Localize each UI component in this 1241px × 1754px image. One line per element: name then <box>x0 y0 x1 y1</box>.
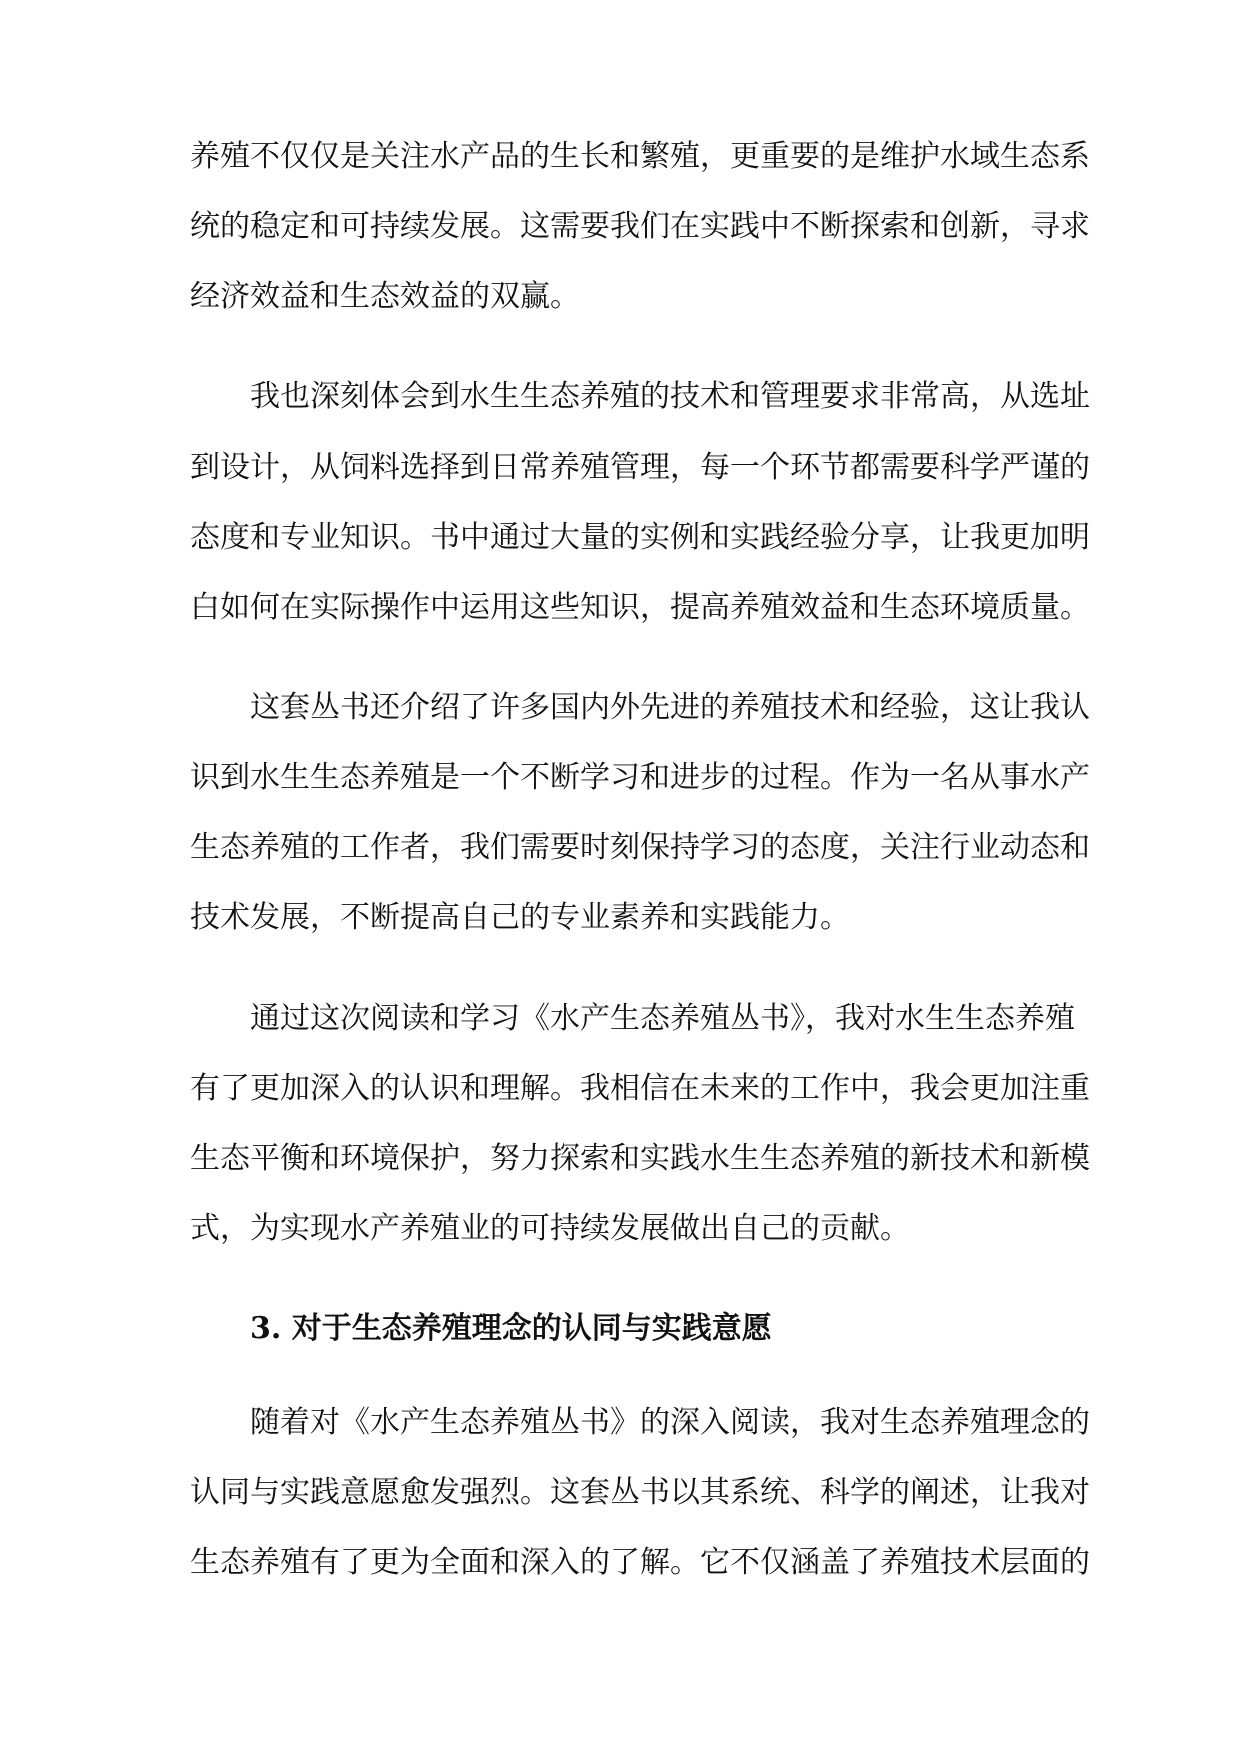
paragraph-3-line-4: 技术发展，不断提高自己的专业素养和实践能力。 <box>190 900 850 935</box>
paragraph-5-line-2: 认同与实践意愿愈发强烈。这套丛书以其系统、科学的阐述，让我对 <box>190 1475 1090 1510</box>
paragraph-2-line-2: 到设计，从饲料选择到日常养殖管理，每一个环节都需要科学严谨的 <box>190 450 1090 485</box>
paragraph-1-line-2: 统的稳定和可持续发展。这需要我们在实践中不断探索和创新，寻求 <box>190 209 1090 244</box>
paragraph-3-line-3: 生态养殖的工作者，我们需要时刻保持学习的态度，关注行业动态和 <box>190 830 1090 865</box>
paragraph-1-line-3: 经济效益和生态效益的双赢。 <box>190 279 580 314</box>
paragraph-2-line-4: 白如何在实际操作中运用这些知识，提高养殖效益和生态环境质量。 <box>190 590 1090 625</box>
paragraph-3-line-2: 识到水生生态养殖是一个不断学习和进步的过程。作为一名从事水产 <box>190 760 1090 795</box>
paragraph-5-line-3: 生态养殖有了更为全面和深入的了解。它不仅涵盖了养殖技术层面的 <box>190 1545 1090 1580</box>
paragraph-2-line-3: 态度和专业知识。书中通过大量的实例和实践经验分享，让我更加明 <box>190 520 1090 555</box>
paragraph-4-line-4: 式，为实现水产养殖业的可持续发展做出自己的贡献。 <box>190 1211 910 1246</box>
paragraph-2-line-1: 我也深刻体会到水生生态养殖的技术和管理要求非常高，从选址 <box>250 379 1090 414</box>
paragraph-4-line-1: 通过这次阅读和学习《水产生态养殖丛书》，我对水生生态养殖 <box>250 1001 1075 1036</box>
paragraph-1-line-1: 养殖不仅仅是关注水产品的生长和繁殖，更重要的是维护水域生态系 <box>190 139 1090 174</box>
paragraph-4-line-3: 生态平衡和环境保护，努力探索和实践水生生态养殖的新技术和新模 <box>190 1141 1090 1176</box>
paragraph-4-line-2: 有了更加深入的认识和理解。我相信在未来的工作中，我会更加注重 <box>190 1071 1090 1106</box>
paragraph-3-line-1: 这套丛书还介绍了许多国内外先进的养殖技术和经验，这让我认 <box>250 690 1090 725</box>
paragraph-5-line-1: 随着对《水产生态养殖丛书》的深入阅读，我对生态养殖理念的 <box>250 1405 1090 1440</box>
section-heading-3: 3. 对于生态养殖理念的认同与实践意愿 <box>250 1311 772 1346</box>
